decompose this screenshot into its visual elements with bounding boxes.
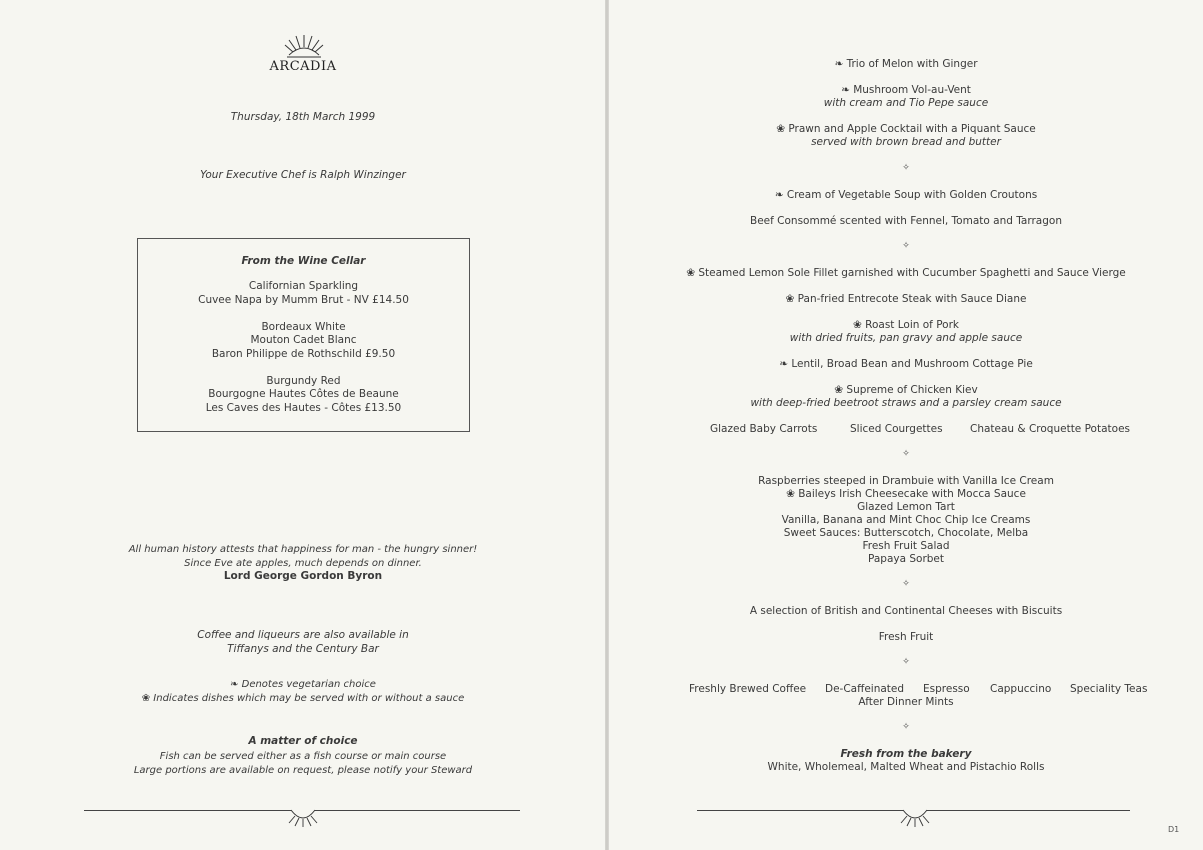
menu-item-description: with dried fruits, pan gravy and apple sauce — [789, 332, 1023, 344]
menu-item: ❧ Cream of Vegetable Soup with Golden Croutons — [774, 189, 1038, 201]
coffee-note: Coffee and liqueurs are also available in — [197, 629, 409, 641]
coffee-note: Tiffanys and the Century Bar — [227, 643, 379, 655]
menu-item: ❀ Prawn and Apple Cocktail with a Piquant Sauce — [776, 123, 1036, 135]
matter-line: Large portions are available on request, please notify your Steward — [133, 765, 473, 776]
menu-item-description: with deep-fried beetroot straws and a parsley cream sauce — [750, 397, 1062, 409]
sunburst-ornament-icon — [897, 806, 933, 828]
matter-line: Fish can be served either as a fish course or main course — [159, 751, 447, 762]
menu-item: Beef Consommé scented with Fennel, Tomato and Tarragon — [750, 215, 1062, 227]
bakery-heading: Fresh from the bakery — [840, 748, 972, 760]
dessert-item: Sweet Sauces: Butterscotch, Chocolate, Melba — [783, 527, 1029, 539]
byron-quote-line: Since Eve ate apples, much depends on dinner. — [184, 558, 422, 569]
side-dish: Sliced Courgettes — [850, 423, 943, 435]
bakery-rolls: White, Wholemeal, Malted Wheat and Pistachio Rolls — [767, 761, 1045, 773]
wine-line: Les Caves des Hautes - Côtes £13.50 — [205, 402, 402, 414]
wine-line: Bourgogne Hautes Côtes de Beaune — [208, 388, 399, 400]
dessert-item: ❀ Baileys Irish Cheesecake with Mocca Sauce — [786, 488, 1026, 500]
legend-vegetarian: ❧ Denotes vegetarian choice — [230, 679, 376, 690]
wine-line: Baron Philippe de Rothschild £9.50 — [211, 348, 396, 360]
menu-item: ❧ Lentil, Broad Bean and Mushroom Cottage Pie — [779, 358, 1033, 370]
page-code: D1 — [1168, 825, 1180, 834]
course-separator-icon: ✧ — [902, 722, 910, 732]
right-page — [609, 0, 1203, 850]
menu-item: ❀ Steamed Lemon Sole Fillet garnished with Cucumber Spaghetti and Sauce Vierge — [686, 267, 1126, 279]
course-separator-icon: ✧ — [902, 657, 910, 667]
sunburst-ornament-icon — [285, 806, 321, 828]
dessert-item: Glazed Lemon Tart — [857, 501, 955, 513]
menu-item-description: served with brown bread and butter — [811, 136, 1001, 148]
drink-item: Espresso — [923, 683, 970, 695]
dessert-item: Papaya Sorbet — [867, 553, 945, 565]
wine-line: Bordeaux White — [261, 321, 346, 333]
menu-item: ❧ Mushroom Vol-au-Vent — [841, 84, 971, 96]
drink-item: De-Caffeinated — [825, 683, 905, 695]
drink-item: Cappuccino — [990, 683, 1052, 695]
menu-item: ❀ Supreme of Chicken Kiev — [834, 384, 978, 396]
sunburst-logo-icon — [283, 33, 325, 59]
drink-item: Freshly Brewed Coffee — [689, 683, 807, 695]
brand-name: ARCADIA — [269, 59, 337, 74]
byron-quote-author: Lord George Gordon Byron — [223, 570, 383, 582]
wine-heading: From the Wine Cellar — [241, 255, 366, 267]
course-separator-icon: ✧ — [902, 449, 910, 459]
dessert-item: Raspberries steeped in Drambuie with Vanilla Ice Cream — [758, 475, 1054, 487]
menu-date: Thursday, 18th March 1999 — [230, 111, 376, 123]
course-separator-icon: ✧ — [902, 579, 910, 589]
menu-item: ❀ Pan-fried Entrecote Steak with Sauce Diane — [785, 293, 1027, 305]
wine-line: Burgundy Red — [266, 375, 341, 387]
wine-line: Californian Sparkling — [248, 280, 359, 292]
wine-line: Mouton Cadet Blanc — [250, 334, 357, 346]
menu-item: After Dinner Mints — [858, 696, 954, 708]
course-separator-icon: ✧ — [902, 241, 910, 251]
side-dish: Chateau & Croquette Potatoes — [970, 423, 1131, 435]
menu-item-description: with cream and Tio Pepe sauce — [823, 97, 989, 109]
menu-item: A selection of British and Continental Cheeses with Biscuits — [749, 605, 1063, 617]
dessert-item: Fresh Fruit Salad — [862, 540, 950, 552]
menu-item: Fresh Fruit — [878, 631, 934, 643]
wine-line: Cuvee Napa by Mumm Brut - NV £14.50 — [198, 294, 409, 306]
menu-item: ❧ Trio of Melon with Ginger — [834, 58, 978, 70]
menu-item: ❀ Roast Loin of Pork — [853, 319, 959, 331]
side-dish: Glazed Baby Carrots — [710, 423, 818, 435]
wine-cellar-box — [137, 238, 470, 432]
executive-chef: Your Executive Chef is Ralph Winzinger — [200, 169, 406, 181]
dessert-item: Vanilla, Banana and Mint Choc Chip Ice Creams — [781, 514, 1031, 526]
drink-item: Speciality Teas — [1070, 683, 1148, 695]
course-separator-icon: ✧ — [902, 163, 910, 173]
legend-sauce: ❀ Indicates dishes which may be served with or without a sauce — [141, 693, 465, 704]
matter-heading: A matter of choice — [248, 735, 358, 747]
byron-quote-line: All human history attests that happiness for man - the hungry sinner! — [128, 544, 478, 555]
